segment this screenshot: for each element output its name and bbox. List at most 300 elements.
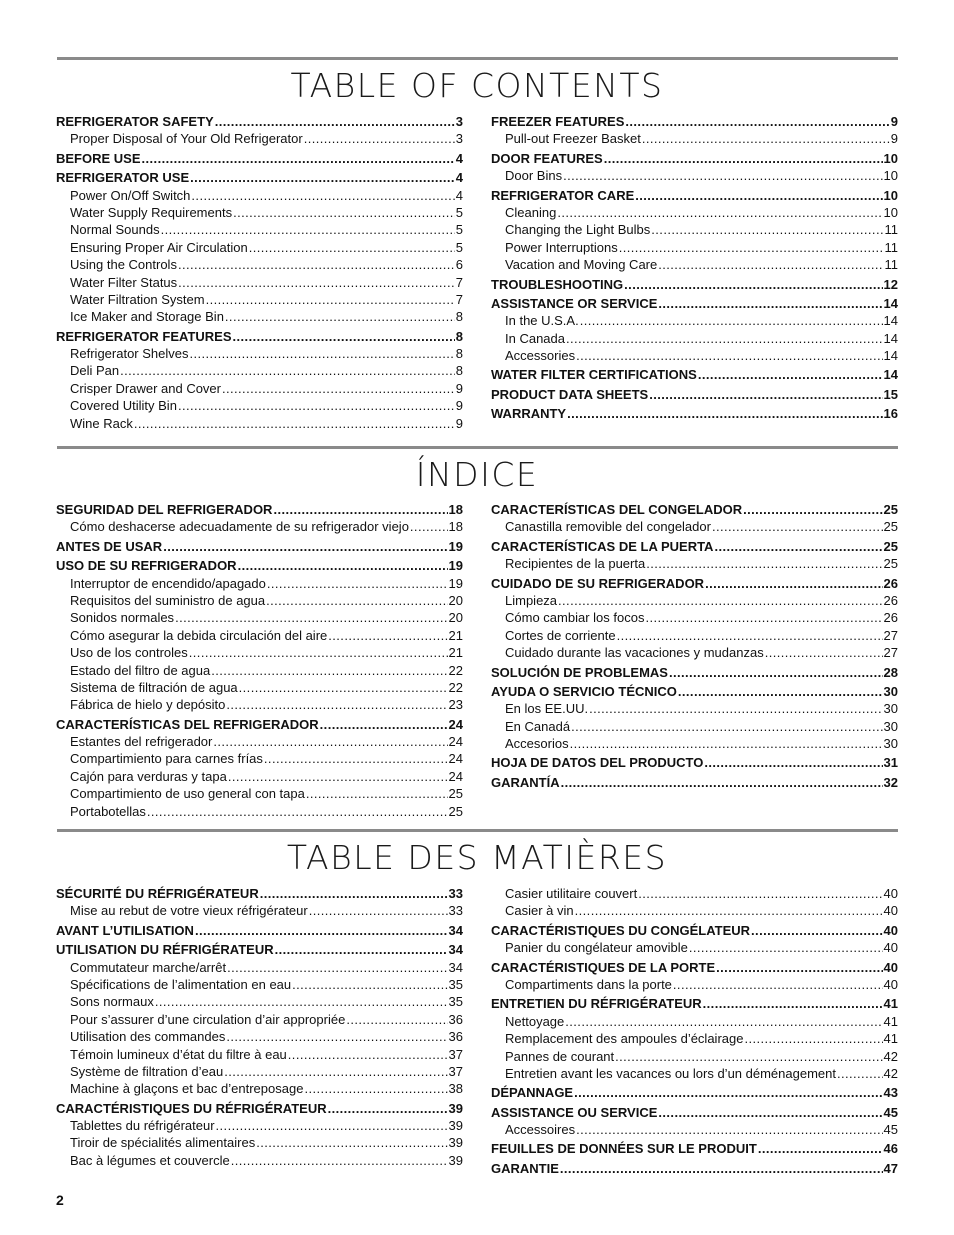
toc-entry-title: Compartimiento de uso general con tapa (70, 786, 305, 802)
toc-entry-page: 19 (448, 575, 463, 591)
toc-sub-entry[interactable] (56, 345, 463, 362)
toc-sub-entry[interactable] (491, 718, 898, 735)
dot-leader (304, 1080, 447, 1097)
toc-entry-page: 40 (883, 940, 898, 956)
toc-sub-entry[interactable] (491, 312, 898, 329)
toc-entry-page: 42 (883, 1048, 898, 1064)
toc-entry-title: DOOR FEATURES (491, 150, 603, 166)
toc-entry-title: CARACTÉRISTIQUES DU CONGÉLATEUR (491, 922, 751, 938)
toc-heading-entry[interactable] (56, 716, 463, 733)
toc-entry-title: SÉCURITÉ DU RÉFRIGÉRATEUR (56, 886, 259, 901)
dot-leader (651, 221, 883, 238)
dot-leader (758, 1140, 883, 1157)
toc-entry-page: 25 (883, 538, 898, 554)
toc-sub-entry[interactable] (56, 518, 463, 535)
toc-entry-page: 12 (883, 276, 898, 292)
dot-leader (226, 1028, 447, 1045)
toc-sub-entry[interactable] (56, 803, 463, 820)
toc-sub-entry[interactable] (491, 939, 898, 956)
toc-entry-title: PRODUCT DATA SHEETS (491, 386, 649, 402)
toc-entry-page: 35 (448, 976, 463, 992)
toc-entry-page: 11 (884, 222, 898, 238)
toc-entry-page: 39 (448, 1152, 463, 1168)
toc-column-left (56, 501, 463, 820)
toc-entry-title: Cómo cambiar los focos (505, 610, 645, 626)
toc-sub-entry[interactable] (56, 291, 463, 308)
dot-leader (224, 1063, 447, 1080)
toc-entry-page: 41 (883, 996, 898, 1012)
dot-leader (615, 1048, 882, 1065)
toc-sub-entry[interactable] (56, 750, 463, 767)
toc-sub-entry[interactable] (56, 644, 463, 661)
toc-entry-page: 14 (883, 330, 898, 346)
toc-sub-entry[interactable] (56, 627, 463, 644)
toc-sub-entry[interactable] (491, 627, 898, 644)
dot-leader (320, 716, 448, 733)
toc-entry-title: CARACTERÍSTICAS DEL CONGELADOR (491, 502, 743, 517)
toc-entry-page: 4 (455, 170, 463, 186)
toc-entry-page: 41 (883, 1031, 898, 1047)
toc-heading-entry[interactable] (56, 169, 463, 186)
toc-sub-entry[interactable] (56, 397, 463, 414)
toc-heading-entry[interactable] (56, 501, 463, 518)
dot-leader (256, 1134, 447, 1151)
dot-leader (410, 518, 448, 535)
toc-entry-title: Water Filtration System (70, 291, 205, 307)
toc-heading-entry[interactable] (491, 683, 898, 700)
toc-entry-title: Requisitos del suministro de agua (70, 592, 266, 608)
toc-sub-entry[interactable] (491, 167, 898, 184)
toc-entry-title: Wine Rack (70, 415, 133, 431)
toc-sub-entry[interactable] (56, 130, 463, 147)
toc-sub-entry[interactable] (56, 1080, 463, 1097)
toc-entry-title: Door Bins (505, 168, 563, 184)
toc-entry-title: Accessories (505, 348, 576, 364)
toc-sub-entry[interactable] (56, 662, 463, 679)
toc-entry-title: Machine à glaçons et bac d’entreposage (70, 1081, 304, 1097)
toc-sub-entry[interactable] (56, 733, 463, 750)
toc-sub-entry[interactable] (56, 187, 463, 204)
toc-entry-page: 28 (883, 664, 898, 680)
toc-heading-entry[interactable] (491, 754, 898, 771)
toc-entry-page: 21 (448, 627, 463, 643)
toc-heading-entry[interactable] (491, 276, 898, 293)
dot-leader (239, 679, 448, 696)
toc-entry-title: SEGURIDAD DEL REFRIGERADOR (56, 502, 273, 517)
toc-entry-page: 8 (455, 346, 463, 362)
dot-leader (617, 627, 883, 644)
dot-leader (309, 902, 448, 919)
toc-entry-page: 34 (448, 959, 463, 975)
toc-entry-page: 40 (883, 922, 898, 938)
toc-entry-page: 25 (883, 519, 898, 535)
dot-leader (669, 664, 883, 681)
dot-leader (638, 885, 882, 902)
toc-entry-title: CARACTERÍSTICAS DEL REFRIGERADOR (56, 716, 319, 732)
dot-leader (266, 592, 447, 609)
toc-entry-title: Tiroir de spécialités alimentaires (70, 1135, 256, 1151)
toc-entry-title: GARANTÍA (491, 774, 560, 790)
toc-entry-page: 40 (883, 976, 898, 992)
toc-sub-entry[interactable] (56, 362, 463, 379)
toc-heading-entry[interactable] (491, 774, 898, 791)
toc-entry-title: Crisper Drawer and Cover (70, 380, 221, 396)
toc-sub-entry[interactable] (491, 735, 898, 752)
toc-entry-page: 32 (883, 774, 898, 790)
dot-leader (260, 885, 448, 902)
toc-entry-title: Cajón para verduras y tapa (70, 768, 227, 784)
dot-leader (642, 130, 890, 147)
dot-leader (575, 902, 883, 919)
toc-heading-entry[interactable] (491, 538, 898, 555)
dot-leader (619, 239, 884, 256)
toc-entry-title: ENTRETIEN DU RÉFRIGÉRATEUR (491, 996, 702, 1012)
dot-leader (563, 167, 882, 184)
dot-leader (275, 941, 448, 958)
toc-entry-title: Témoin lumineux d’état du filtre à eau (70, 1046, 287, 1062)
dot-leader (580, 312, 883, 329)
dot-leader (751, 922, 882, 939)
toc-entry-title: Interruptor de encendido/apagado (70, 575, 266, 591)
toc-heading-entry[interactable] (56, 557, 463, 574)
toc-entry-page: 8 (455, 309, 463, 325)
dot-leader (178, 274, 455, 291)
toc-entry-title: Water Supply Requirements (70, 204, 233, 220)
dot-leader (163, 538, 447, 555)
toc-entry-title: Estantes del refrigerador (70, 734, 213, 750)
toc-entry-page: 21 (448, 645, 463, 661)
toc-entry-page: 24 (448, 734, 463, 750)
toc-entry-title: Estado del filtro de agua (70, 662, 211, 678)
dot-leader (560, 1160, 883, 1177)
toc-entry-page: 25 (883, 556, 898, 572)
toc-entry-page: 16 (883, 406, 898, 422)
toc-sub-entry[interactable] (491, 592, 898, 609)
toc-sub-entry[interactable] (56, 1152, 463, 1169)
toc-sub-entry[interactable] (491, 1048, 898, 1065)
toc-sub-entry[interactable] (56, 239, 463, 256)
toc-sub-entry[interactable] (491, 902, 898, 919)
toc-entry-page: 23 (448, 697, 463, 713)
toc-entry-page: 31 (883, 755, 898, 771)
toc-entry-title: Compartiments dans la porte (505, 976, 672, 992)
toc-entry-title: DÉPANNAGE (491, 1085, 574, 1101)
toc-entry-title: Power Interruptions (505, 239, 618, 255)
toc-heading-entry[interactable] (491, 295, 898, 312)
toc-sub-entry[interactable] (56, 1046, 463, 1063)
toc-heading-entry[interactable] (491, 1160, 898, 1177)
toc-entry-title: En Canadá (505, 718, 571, 734)
dot-leader (231, 1152, 448, 1169)
dot-leader (233, 204, 455, 221)
toc-entry-page: 39 (448, 1135, 463, 1151)
dot-leader (264, 750, 448, 767)
page-number: 2 (56, 1192, 64, 1208)
toc-heading-entry[interactable] (491, 995, 898, 1012)
toc-entry-title: CARACTÉRISTIQUES DE LA PORTE (491, 959, 716, 975)
toc-sub-entry[interactable] (491, 347, 898, 364)
dot-leader (673, 976, 883, 993)
toc-entry-title: ASSISTANCE OU SERVICE (491, 1104, 658, 1120)
toc-entry-title: TROUBLESHOOTING (491, 276, 624, 292)
dot-leader (658, 295, 882, 312)
toc-entry-title: Refrigerator Shelves (70, 346, 189, 362)
dot-leader (558, 592, 883, 609)
toc-heading-entry[interactable] (56, 113, 463, 130)
toc-heading-entry[interactable] (491, 113, 898, 130)
toc-entry-page: 9 (455, 380, 463, 396)
toc-sub-entry[interactable] (56, 415, 463, 432)
toc-sub-entry[interactable] (56, 1134, 463, 1151)
toc-entry-page: 8 (455, 328, 463, 344)
toc-sub-entry[interactable] (56, 221, 463, 238)
toc-sub-entry[interactable] (56, 575, 463, 592)
toc-heading-entry[interactable] (491, 922, 898, 939)
toc-entry-page: 7 (455, 291, 463, 307)
toc-sub-entry[interactable] (56, 256, 463, 273)
toc-entry-page: 40 (883, 959, 898, 975)
toc-entry-page: 20 (448, 610, 463, 626)
toc-sub-entry[interactable] (56, 1063, 463, 1080)
toc-entry-page: 39 (448, 1118, 463, 1134)
dot-leader (238, 557, 448, 574)
toc-entry-title: Limpieza (505, 592, 558, 608)
toc-heading-entry[interactable] (491, 501, 898, 518)
toc-sub-entry[interactable] (491, 518, 898, 535)
toc-entry-page: 18 (448, 502, 463, 517)
toc-entry-title: Accesorios (505, 736, 569, 752)
toc-entry-title: Deli Pan (70, 363, 120, 379)
toc-sub-entry[interactable] (56, 768, 463, 785)
dot-leader (175, 609, 447, 626)
toc-heading-entry[interactable] (56, 922, 463, 939)
toc-entry-title: Casier utilitaire couvert (505, 886, 638, 901)
toc-sub-entry[interactable] (56, 902, 463, 919)
toc-sub-entry[interactable] (56, 609, 463, 626)
dot-leader (273, 501, 447, 518)
toc-entry-title: Cuidado durante las vacaciones y mudanzas (505, 645, 764, 661)
toc-sub-entry[interactable] (491, 1030, 898, 1047)
toc-entry-page: 9 (455, 398, 463, 414)
toc-sub-entry[interactable] (56, 1117, 463, 1134)
dot-leader (142, 150, 455, 167)
toc-entry-page: 4 (455, 150, 463, 166)
toc-entry-title: AYUDA O SERVICIO TÉCNICO (491, 683, 677, 699)
dot-leader (288, 1046, 448, 1063)
toc-heading-entry[interactable] (491, 1104, 898, 1121)
dot-leader (574, 1084, 882, 1101)
dot-leader (716, 959, 882, 976)
toc-sub-entry[interactable] (491, 239, 898, 256)
toc-column-right (491, 501, 898, 791)
dot-leader (645, 609, 882, 626)
dot-leader (227, 959, 447, 976)
toc-sub-entry[interactable] (56, 993, 463, 1010)
dot-leader (604, 150, 883, 167)
dot-leader (565, 1013, 882, 1030)
section-divider (57, 57, 898, 60)
dot-leader (765, 644, 883, 661)
dot-leader (249, 239, 455, 256)
toc-heading-entry[interactable] (491, 575, 898, 592)
dot-leader (698, 366, 883, 383)
dot-leader (233, 328, 455, 345)
section-divider (57, 829, 898, 832)
toc-sub-entry[interactable] (491, 221, 898, 238)
dot-leader (134, 415, 455, 432)
dot-leader (625, 113, 889, 130)
toc-entry-page: 34 (448, 922, 463, 938)
toc-sub-entry[interactable] (491, 700, 898, 717)
toc-entry-title: REFRIGERATOR FEATURES (56, 328, 232, 344)
toc-heading-entry[interactable] (56, 885, 463, 902)
toc-heading-entry[interactable] (56, 150, 463, 167)
toc-heading-entry[interactable] (56, 538, 463, 555)
toc-entry-title: Spécifications de l’alimentation en eau (70, 976, 292, 992)
toc-entry-page: 40 (883, 903, 898, 919)
toc-sub-entry[interactable] (491, 1013, 898, 1030)
toc-sub-entry[interactable] (56, 976, 463, 993)
toc-sub-entry[interactable] (491, 204, 898, 221)
toc-entry-title: Compartimiento para carnes frías (70, 751, 263, 767)
toc-entry-page: 14 (883, 295, 898, 311)
toc-entry-page: 43 (883, 1085, 898, 1101)
toc-sub-entry[interactable] (56, 959, 463, 976)
toc-sub-entry[interactable] (56, 380, 463, 397)
dot-leader (646, 555, 882, 572)
toc-entry-title: Commutateur marche/arrêt (70, 959, 227, 975)
toc-entry-title: Tablettes du réfrigérateur (70, 1118, 215, 1134)
toc-sub-entry[interactable] (491, 1065, 898, 1082)
toc-sub-entry[interactable] (56, 1028, 463, 1045)
toc-entry-page: 46 (883, 1141, 898, 1157)
dot-leader (161, 221, 455, 238)
toc-sub-entry[interactable] (56, 274, 463, 291)
toc-entry-page: 30 (883, 718, 898, 734)
toc-entry-page: 20 (448, 592, 463, 608)
toc-entry-title: Entretien avant les vacances ou lors d’un déménagement (505, 1065, 836, 1081)
toc-entry-title: Vacation and Moving Care (505, 257, 658, 273)
toc-entry-page: 19 (448, 558, 463, 574)
toc-heading-entry[interactable] (491, 366, 898, 383)
toc-entry-page: 45 (883, 1122, 898, 1138)
toc-sub-entry[interactable] (56, 204, 463, 221)
toc-entry-page: 33 (448, 903, 463, 919)
toc-entry-page: 37 (448, 1046, 463, 1062)
toc-entry-title: ASSISTANCE OR SERVICE (491, 295, 658, 311)
toc-entry-page: 45 (883, 1104, 898, 1120)
toc-heading-entry[interactable] (491, 959, 898, 976)
toc-sub-entry[interactable] (491, 330, 898, 347)
toc-entry-title: Normal Sounds (70, 222, 160, 238)
toc-sub-entry[interactable] (56, 696, 463, 713)
toc-entry-title: GARANTIE (491, 1160, 559, 1176)
toc-entry-page: 11 (884, 257, 898, 273)
toc-entry-title: FEUILLES DE DONNÉES SUR LE PRODUIT (491, 1141, 757, 1157)
toc-entry-title: Pull-out Freezer Basket (505, 131, 641, 147)
dot-leader (195, 922, 448, 939)
dot-leader (744, 1030, 882, 1047)
dot-leader (570, 735, 883, 752)
toc-entry-title: Proper Disposal of Your Old Refrigerator (70, 131, 303, 147)
toc-sub-entry[interactable] (491, 976, 898, 993)
toc-sub-entry[interactable] (491, 609, 898, 626)
toc-entry-title: Sistema de filtración de agua (70, 679, 238, 695)
toc-heading-entry[interactable] (56, 941, 463, 958)
toc-sub-entry[interactable] (56, 1011, 463, 1028)
toc-entry-page: 10 (883, 204, 898, 220)
dot-leader (328, 627, 447, 644)
dot-leader (346, 1011, 447, 1028)
section-title-english: TABLE OF CONTENTS (290, 66, 664, 105)
toc-sub-entry[interactable] (491, 130, 898, 147)
toc-heading-entry[interactable] (491, 664, 898, 681)
dot-leader (147, 803, 448, 820)
toc-entry-page: 27 (883, 627, 898, 643)
dot-leader (189, 644, 448, 661)
toc-sub-entry[interactable] (491, 885, 898, 902)
toc-entry-page: 26 (883, 575, 898, 591)
toc-entry-page: 10 (883, 150, 898, 166)
dot-leader (120, 362, 455, 379)
toc-entry-title: UTILISATION DU RÉFRIGÉRATEUR (56, 942, 274, 958)
toc-entry-page: 25 (883, 502, 898, 517)
dot-leader (704, 754, 882, 771)
toc-heading-entry[interactable] (491, 386, 898, 403)
toc-entry-page: 8 (455, 363, 463, 379)
toc-entry-title: Nettoyage (505, 1013, 565, 1029)
dot-leader (557, 204, 882, 221)
toc-entry-title: FREEZER FEATURES (491, 114, 625, 129)
toc-column-left (56, 113, 463, 432)
toc-sub-entry[interactable] (56, 308, 463, 325)
toc-heading-entry[interactable] (491, 1140, 898, 1157)
toc-entry-page: 22 (448, 662, 463, 678)
toc-sub-entry[interactable] (491, 256, 898, 273)
toc-entry-title: Cómo asegurar la debida circulación del aire (70, 627, 328, 643)
toc-entry-page: 7 (455, 274, 463, 290)
toc-entry-title: Sons normaux (70, 994, 154, 1010)
toc-heading-entry[interactable] (491, 187, 898, 204)
toc-sub-entry[interactable] (491, 555, 898, 572)
toc-sub-entry[interactable] (56, 785, 463, 802)
toc-entry-title: Remplacement des ampoules d’éclairage (505, 1031, 744, 1047)
toc-heading-entry[interactable] (491, 405, 898, 422)
toc-entry-page: 11 (884, 239, 898, 255)
toc-sub-entry[interactable] (56, 592, 463, 609)
dot-leader (703, 995, 883, 1012)
toc-entry-page: 5 (455, 204, 463, 220)
toc-sub-entry[interactable] (491, 1121, 898, 1138)
toc-entry-page: 10 (883, 187, 898, 203)
dot-leader (213, 733, 447, 750)
dot-leader (658, 1104, 882, 1121)
toc-sub-entry[interactable] (56, 679, 463, 696)
toc-entry-page: 9 (455, 415, 463, 431)
toc-entry-title: In the U.S.A. (505, 313, 579, 329)
toc-sub-entry[interactable] (491, 644, 898, 661)
toc-entry-page: 9 (890, 114, 898, 129)
toc-heading-entry[interactable] (491, 1084, 898, 1101)
section-title-french: TABLE DES MATIÈRES (286, 838, 668, 877)
dot-leader (837, 1065, 883, 1082)
toc-heading-entry[interactable] (56, 328, 463, 345)
toc-heading-entry[interactable] (56, 1100, 463, 1117)
toc-entry-title: Panier du congélateur amovible (505, 940, 688, 956)
toc-heading-entry[interactable] (491, 150, 898, 167)
toc-entry-page: 42 (883, 1065, 898, 1081)
dot-leader (658, 256, 883, 273)
